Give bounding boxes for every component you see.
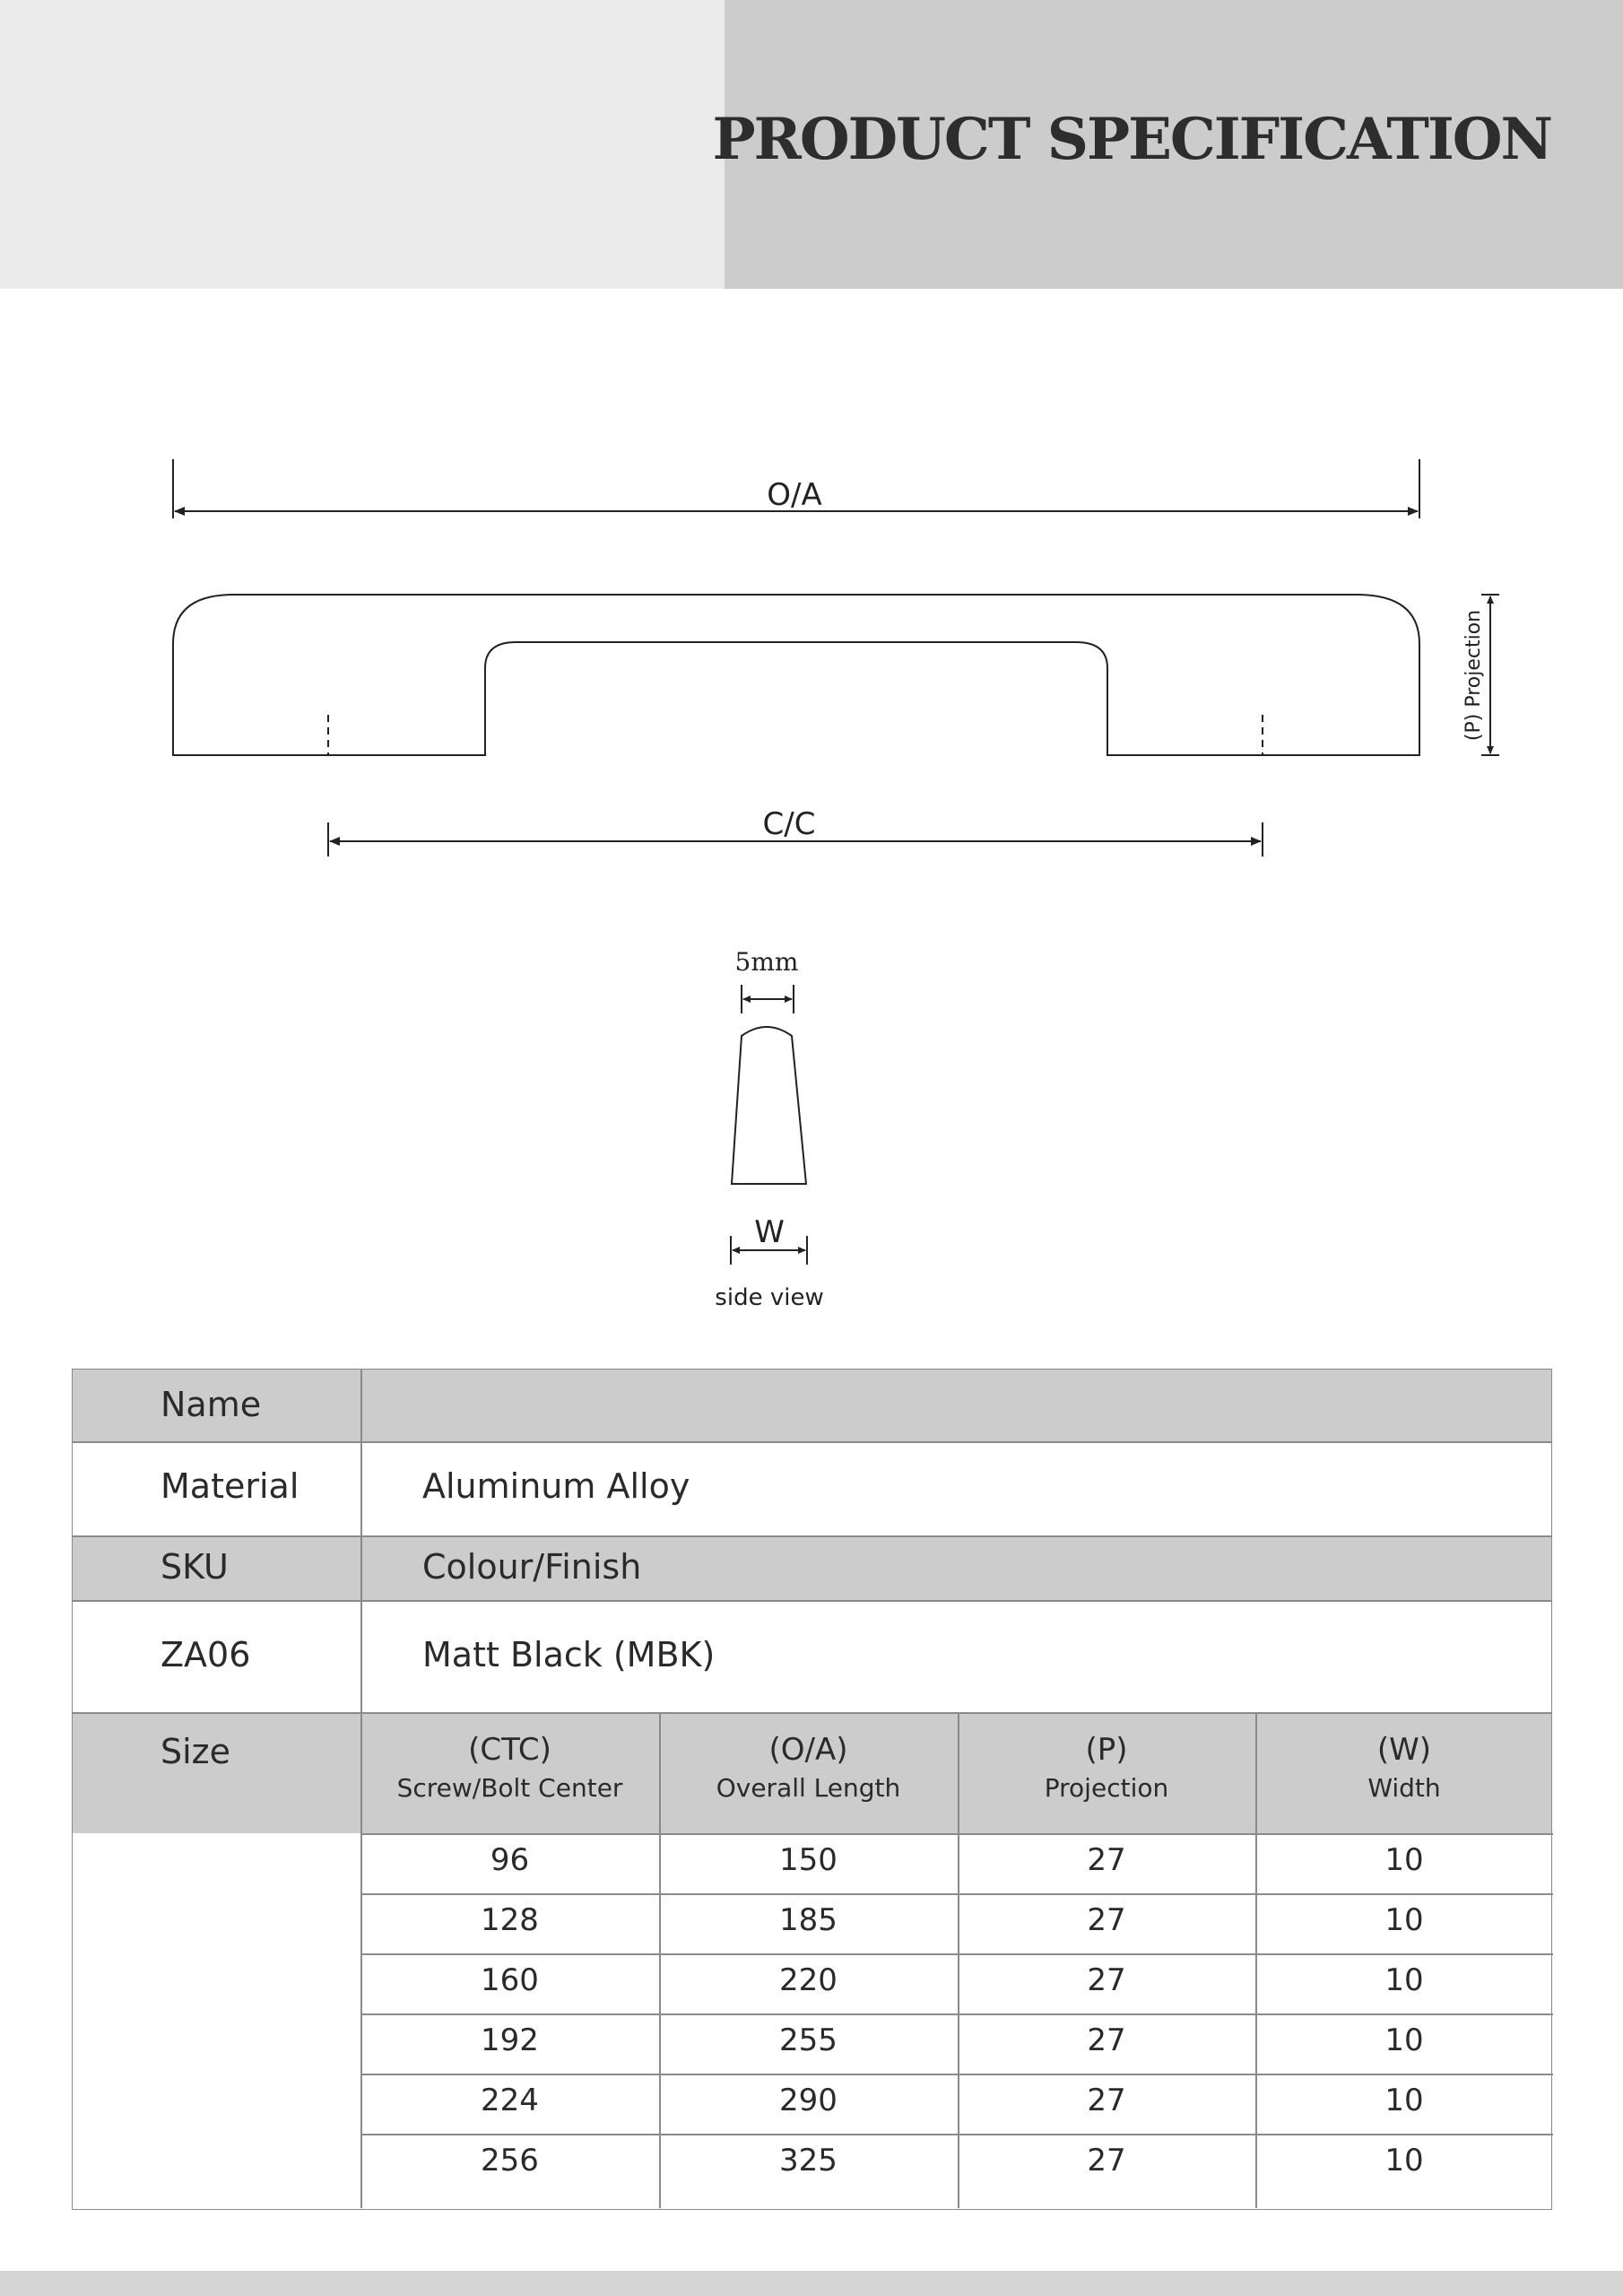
name-row xyxy=(73,1370,1551,1441)
overall-length-label: O/A xyxy=(767,477,822,513)
size-cell: 27 xyxy=(1087,2083,1126,2118)
size-cell: 27 xyxy=(1087,1842,1126,1878)
size-cell: 10 xyxy=(1384,1842,1424,1878)
projection-label: (P) Projection xyxy=(1462,609,1485,742)
column-header-width: (W) Width xyxy=(1367,1732,1441,1803)
size-cell: 290 xyxy=(779,2083,838,2118)
projection-dimension xyxy=(1462,595,1499,755)
column-header-ctc: (CTC) Screw/Bolt Center xyxy=(396,1732,623,1803)
footer-bar xyxy=(0,2271,1623,2296)
specification-table xyxy=(72,1369,1552,2210)
size-cell: 96 xyxy=(490,1842,530,1878)
size-cell: 10 xyxy=(1384,2022,1424,2058)
header-left-panel xyxy=(0,0,725,289)
handle-front-profile xyxy=(173,595,1419,755)
technical-drawing xyxy=(0,289,1623,1329)
center-to-center-dimension xyxy=(328,806,1263,857)
size-cell: 150 xyxy=(779,1842,838,1878)
sku-label: SKU xyxy=(161,1547,229,1587)
size-cell: 27 xyxy=(1087,2143,1126,2179)
page-title: PRODUCT SPECIFICATION xyxy=(712,106,1551,173)
size-cell: 192 xyxy=(481,2022,539,2058)
size-cell: 160 xyxy=(481,1962,539,1998)
column-header-projection: (P) Projection xyxy=(1044,1732,1169,1803)
size-cell: 10 xyxy=(1384,2143,1424,2179)
size-cell: 10 xyxy=(1384,1962,1424,1998)
sku-value: ZA06 xyxy=(161,1635,251,1674)
size-cell: 128 xyxy=(481,1902,539,1938)
colour-finish-label: Colour/Finish xyxy=(422,1547,642,1587)
size-cell: 27 xyxy=(1087,1962,1126,1998)
material-label: Material xyxy=(161,1466,299,1506)
handle-cross-section xyxy=(732,1027,806,1184)
column-header-oa: (O/A) Overall Length xyxy=(716,1732,901,1803)
size-cell: 185 xyxy=(779,1902,838,1938)
size-cell: 10 xyxy=(1384,2083,1424,2118)
size-cell: 255 xyxy=(779,2022,838,2058)
size-label: Size xyxy=(161,1732,231,1771)
side-view-drawing xyxy=(715,947,823,1311)
center-to-center-label: C/C xyxy=(762,806,816,842)
size-cell: 27 xyxy=(1087,1902,1126,1938)
size-cell: 220 xyxy=(779,1962,838,1998)
overall-length-dimension xyxy=(173,459,1419,518)
size-cell: 256 xyxy=(481,2143,539,2179)
side-view-label: side view xyxy=(715,1284,824,1311)
colour-finish-value: Matt Black (MBK) xyxy=(422,1635,716,1674)
top-width-label: 5mm xyxy=(734,947,799,977)
width-label: W xyxy=(754,1214,785,1250)
size-cell: 27 xyxy=(1087,2022,1126,2058)
material-value: Aluminum Alloy xyxy=(422,1466,690,1506)
size-cell: 224 xyxy=(481,2083,539,2118)
size-cell: 325 xyxy=(779,2143,838,2179)
name-label: Name xyxy=(161,1385,262,1424)
sku-header-row xyxy=(73,1535,1551,1600)
size-cell: 10 xyxy=(1384,1902,1424,1938)
